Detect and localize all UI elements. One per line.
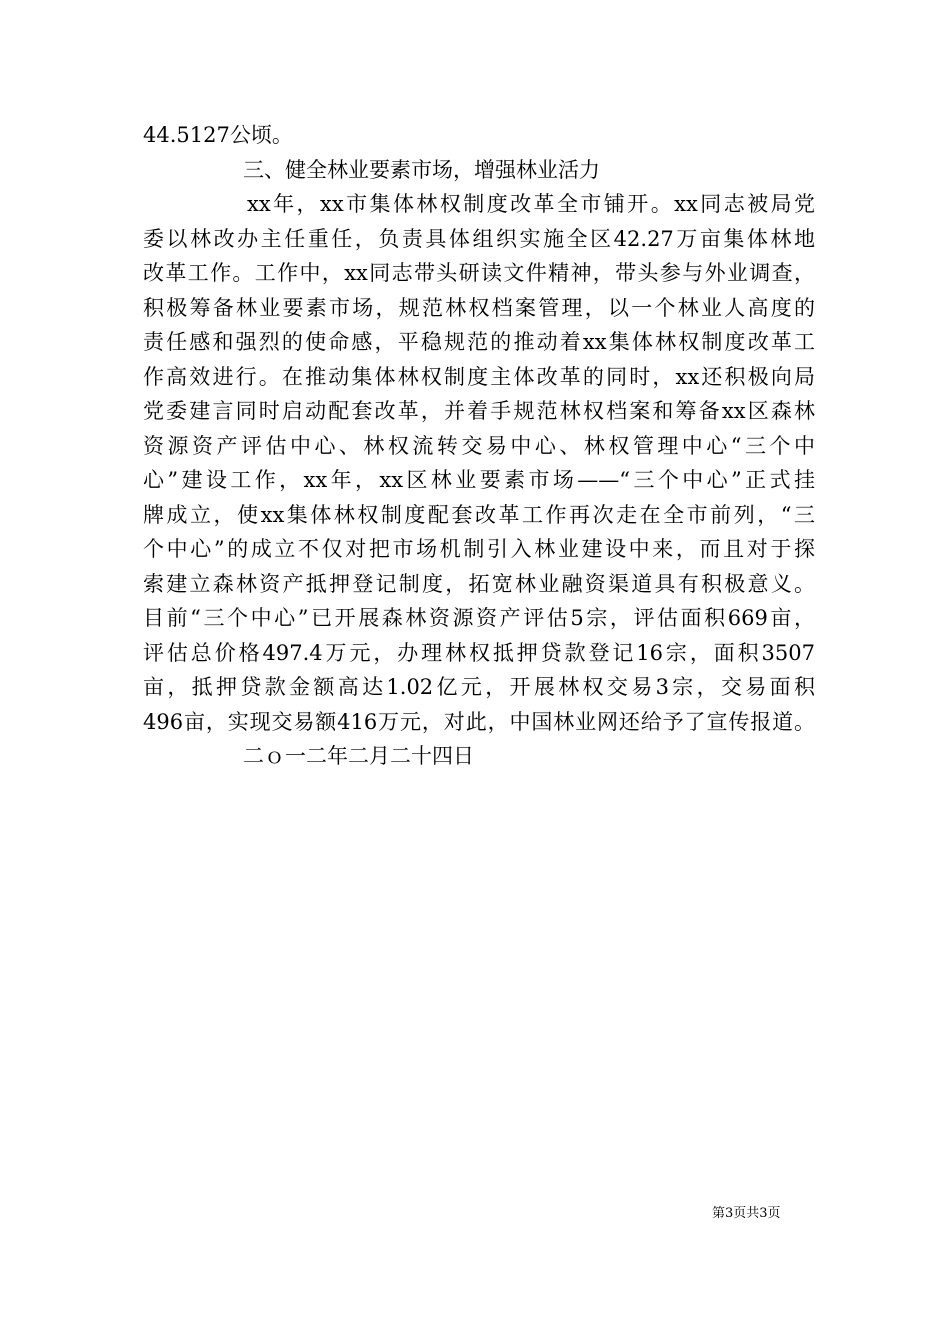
text-line: 496亩，实现交易额416万元，对此，中国林业网还给予了宣传报道。 bbox=[143, 709, 815, 734]
text-line: 作高效进行。在推动集体林权制度主体改革的同时，xx还积极向局 bbox=[143, 364, 815, 389]
text-line: 个中心”的成立不仅对把市场机制引入林业建设中来，而且对于探 bbox=[143, 537, 815, 561]
section-heading: 三、健全林业要素市场，增强林业活力 bbox=[243, 157, 600, 182]
text-line: 评估总价格497.4万元，办理林权抵押贷款登记16宗，面积3507 bbox=[143, 640, 815, 665]
text-line: 索建立森林资产抵押登记制度，拓宽林业融资渠道具有积极意义。 bbox=[143, 571, 815, 596]
text-line: xx年，xx市集体林权制度改革全市铺开。xx同志被局党 bbox=[247, 192, 815, 216]
text-line: 目前“三个中心”已开展森林资源资产评估5宗，评估面积669亩， bbox=[143, 606, 815, 630]
text-line: 积极筹备林业要素市场，规范林权档案管理，以一个林业人高度的 bbox=[143, 295, 815, 320]
text-line: 亩，抵押贷款金额高达1.02亿元，开展林权交易3宗，交易面积 bbox=[143, 675, 815, 699]
text-line: 44.5127公顷。 bbox=[143, 123, 293, 147]
page-number: 第3页共3页 bbox=[712, 1206, 781, 1221]
text-line: 心”建设工作，xx年，xx区林业要素市场——“三个中心”正式挂 bbox=[143, 468, 815, 492]
body-text bbox=[143, 118, 815, 774]
document-date: 二ｏ一二年二月二十四日 bbox=[243, 744, 474, 768]
text-line: 牌成立，使xx集体林权制度配套改革工作再次走在全市前列，“三 bbox=[143, 502, 815, 527]
text-line: 党委建言同时启动配套改革，并着手规范林权档案和筹备xx区森林 bbox=[143, 399, 815, 423]
text-line: 责任感和强烈的使命感，平稳规范的推动着xx集体林权制度改革工 bbox=[143, 330, 815, 354]
text-line: 委以林改办主任重任，负责具体组织实施全区42.27万亩集体林地 bbox=[143, 226, 815, 251]
text-line: 改革工作。工作中，xx同志带头研读文件精神，带头参与外业调查， bbox=[143, 261, 815, 285]
text-line: 资源资产评估中心、林权流转交易中心、林权管理中心“三个中 bbox=[143, 433, 815, 458]
